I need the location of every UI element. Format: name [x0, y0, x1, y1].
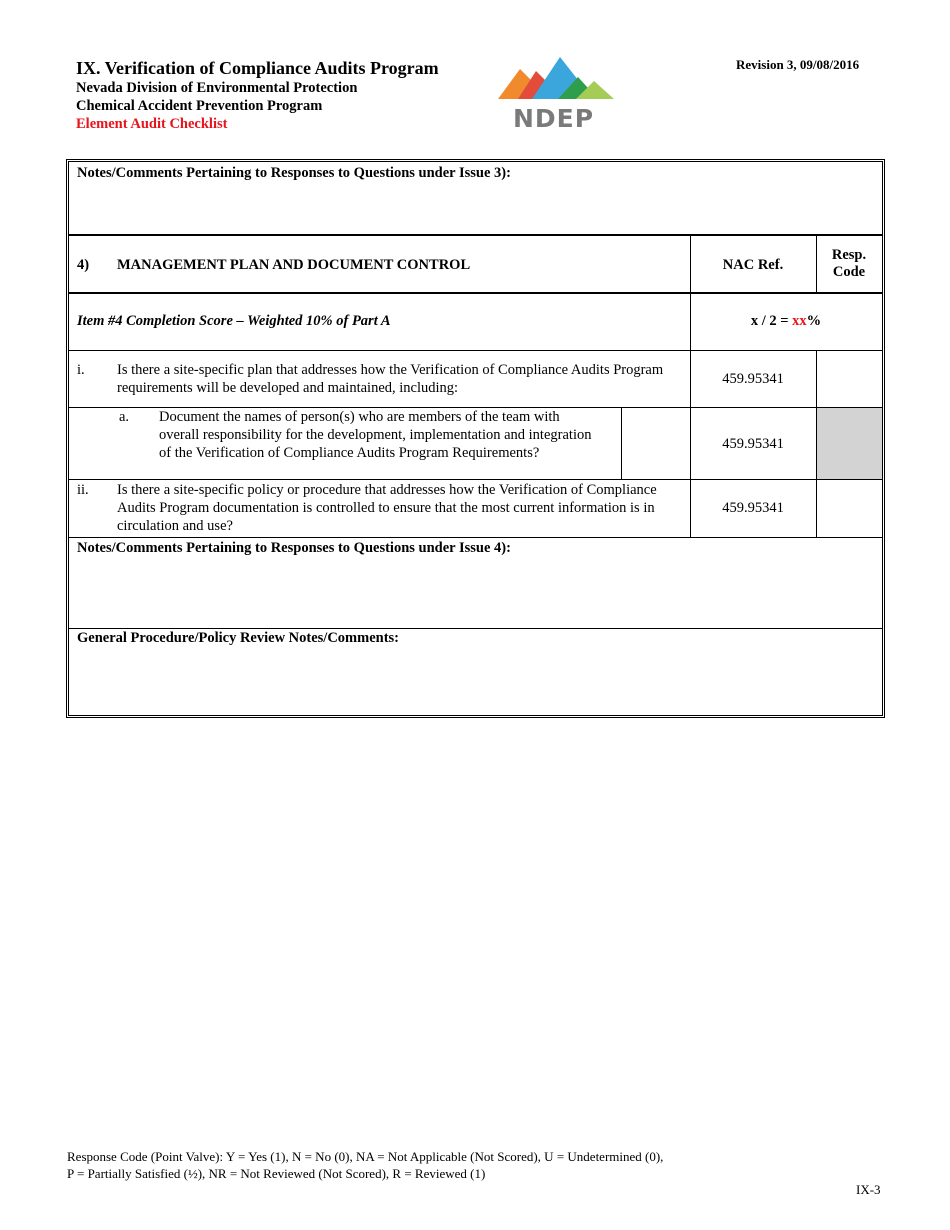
resp-code-header	[816, 247, 882, 281]
logo-wordmark: NDEP	[513, 104, 595, 133]
divider	[69, 350, 882, 351]
resp-header-line2: Code	[832, 264, 866, 280]
resp-code-cell[interactable]	[817, 480, 882, 537]
nac-ref-value: 459.95341	[722, 371, 784, 387]
divider	[816, 350, 817, 537]
agency-name: Nevada Division of Environmental Protection	[76, 80, 358, 96]
checklist-table	[66, 159, 885, 718]
notes-issue3-label: Notes/Comments Pertaining to Responses to Questions under Issue 3):	[77, 165, 511, 181]
legend-line1: Response Code (Point Valve): Y = Yes (1), N = No (0), NA = Not Applicable (Not Scored), U = Undetermined (0),	[67, 1149, 664, 1164]
notes-issue4-label: Notes/Comments Pertaining to Responses to Questions under Issue 4):	[77, 540, 511, 556]
resp-code-cell[interactable]	[817, 351, 882, 407]
document-title: IX. Verification of Compliance Audits Program	[76, 58, 439, 78]
divider	[69, 234, 882, 236]
legend-line2: P = Partially Satisfied (½), NR = Not Reviewed (Not Scored), R = Reviewed (1)	[67, 1166, 486, 1181]
question-number: ii.	[77, 482, 89, 498]
score-formula-suffix: %	[806, 313, 822, 329]
section-title: MANAGEMENT PLAN AND DOCUMENT CONTROL	[117, 257, 471, 273]
divider	[816, 234, 817, 292]
completion-score-formula	[690, 312, 882, 330]
question-text: Is there a site-specific policy or procedure that addresses how the Verification of Compliance Audits Program documentation is controlled to ensure that the most current information is in circulation and use?	[117, 482, 657, 534]
divider	[621, 408, 622, 480]
divider	[69, 292, 882, 294]
document-header	[76, 57, 439, 133]
resp-code-shaded-cell	[817, 408, 882, 480]
divider	[69, 537, 882, 538]
response-code-legend	[67, 1148, 663, 1182]
revision-label: Revision 3, 09/08/2016	[736, 57, 860, 72]
question-number: i.	[77, 362, 85, 378]
general-notes-label: General Procedure/Policy Review Notes/Comments:	[77, 630, 400, 646]
checklist-name: Element Audit Checklist	[76, 116, 228, 132]
nac-ref-value: 459.95341	[722, 500, 784, 516]
question-text: Document the names of person(s) who are members of the team with overall responsibility for the development, implementation and integration of the Verification of Compliance Audits Program Requirements?	[159, 409, 592, 461]
question-text: Is there a site-specific plan that addresses how the Verification of Compliance Audits Program requirements will be developed and maintained, including:	[117, 362, 664, 396]
program-name: Chemical Accident Prevention Program	[76, 98, 323, 114]
divider	[69, 479, 621, 480]
sub-response-cell[interactable]	[621, 408, 690, 480]
page-number: IX-3	[856, 1182, 881, 1197]
section-number: 4)	[77, 257, 90, 273]
score-formula-variable: xx	[792, 313, 807, 329]
question-number: a.	[119, 409, 130, 425]
score-formula-prefix: x / 2 =	[750, 313, 793, 329]
nac-ref-header: NAC Ref.	[722, 257, 784, 273]
completion-score-label: Item #4 Completion Score – Weighted 10% of Part A	[77, 313, 391, 329]
nac-ref-value: 459.95341	[722, 436, 784, 452]
resp-header-line1: Resp.	[831, 247, 867, 263]
divider	[690, 234, 691, 537]
